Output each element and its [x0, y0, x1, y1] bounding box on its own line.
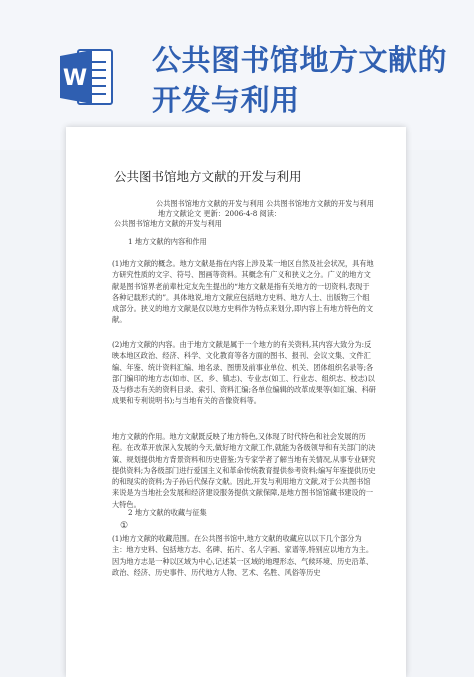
section-heading-1: 1 地方文献的内容和作用 — [128, 237, 207, 246]
document-title: 公共图书馆地方文献的开发与利用 — [114, 169, 302, 184]
paragraph-definition: (1)地方文献的概念。地方文献是指在内容上涉及某一地区自然及社会状况，具有地方研究性质的文字、符号、图画等资料。其概念有广义和狭义之分。广义的地方文献是图书馆界老前辈杜定友先生提出的“地方文献是指有关地方的一切资料,表现于各种记载形式的”。具体地说,地方文献应包括地方史料、地方人士、出版物三个组成部分。狭义的地方文献是仅以地方史料作为特点来划分,即内容上有地方特色的文献。 — [112, 259, 374, 325]
meta-line-2: 地方文献论文 更新：2006-4-8 阅读： — [158, 209, 282, 218]
banner-title-line-2: 开发与利用 — [152, 83, 300, 117]
circled-number: ① — [120, 521, 129, 531]
section-heading-2: 2 地方文献的收藏与征集 — [128, 508, 207, 517]
word-document-icon — [60, 46, 114, 108]
paragraph-function: 地方文献的作用。地方文献既反映了地方特色,又体现了时代特色和社会发展的历程。在改革开放深入发展的今天,做好地方文献工作,就能为各级领导和有关部门的决策、规划提供地方背景资料和历史借鉴;为专家学者了解当地有关情况,从事专业研究提供资料;为各级部门进行爱国主义和革命传统教育提供参考资料;编写年鉴提供历史的和现实的资料;为子孙后代保存文献。因此,开发与利用地方文献,对于公共图书馆来说是为当地社会发展和经济建设服务提供文献保障,是地方图书馆馆藏书建设的一大特色。 — [112, 432, 376, 509]
paragraph-content: (2)地方文献的内容。由于地方文献是属于一个地方的有关资料,其内容大致分为:反映本地区政治、经济、科学、文化教育等各方面的图书、报刊、会议文集、文件汇编、年鉴、统计资料汇编、地名录、图册及前事业单位、机关、团体组织名录等;各部门编印的地方志(如市、区、乡、镇志)、专业志(如工、行业志、组织志、校志)以及与修志有关的资料目录、索引、资料汇编;各单位编辑的改革成果等(如汇编、科研成果和专利说明书);与当地有关的音像资料等。 — [112, 340, 376, 406]
meta-line-1: 公共图书馆地方文献的开发与利用 公共图书馆地方文献的开发与利用 — [156, 199, 374, 208]
document-page — [66, 127, 406, 677]
banner-title-line-1: 公共图书馆地方文献的 — [152, 43, 448, 77]
svg-text:W: W — [62, 66, 88, 91]
paragraph-collection-scope: (1)地方文献的收藏范围。在公共图书馆中,地方文献的收藏应以以下几个部分为主：地方史料、包括地方志、名碑、拓片、名人字画、家谱等,特别应以地方为主。因为地方志是一种以区域为中心,记述某一区域的地理形态、气候环境、历史沿革、政治、经济、历史事件、历代地方人物、艺术、名胜、风俗等历史 — [112, 534, 374, 577]
meta-line-3: 公共图书馆地方文献的开发与利用 — [114, 219, 222, 228]
